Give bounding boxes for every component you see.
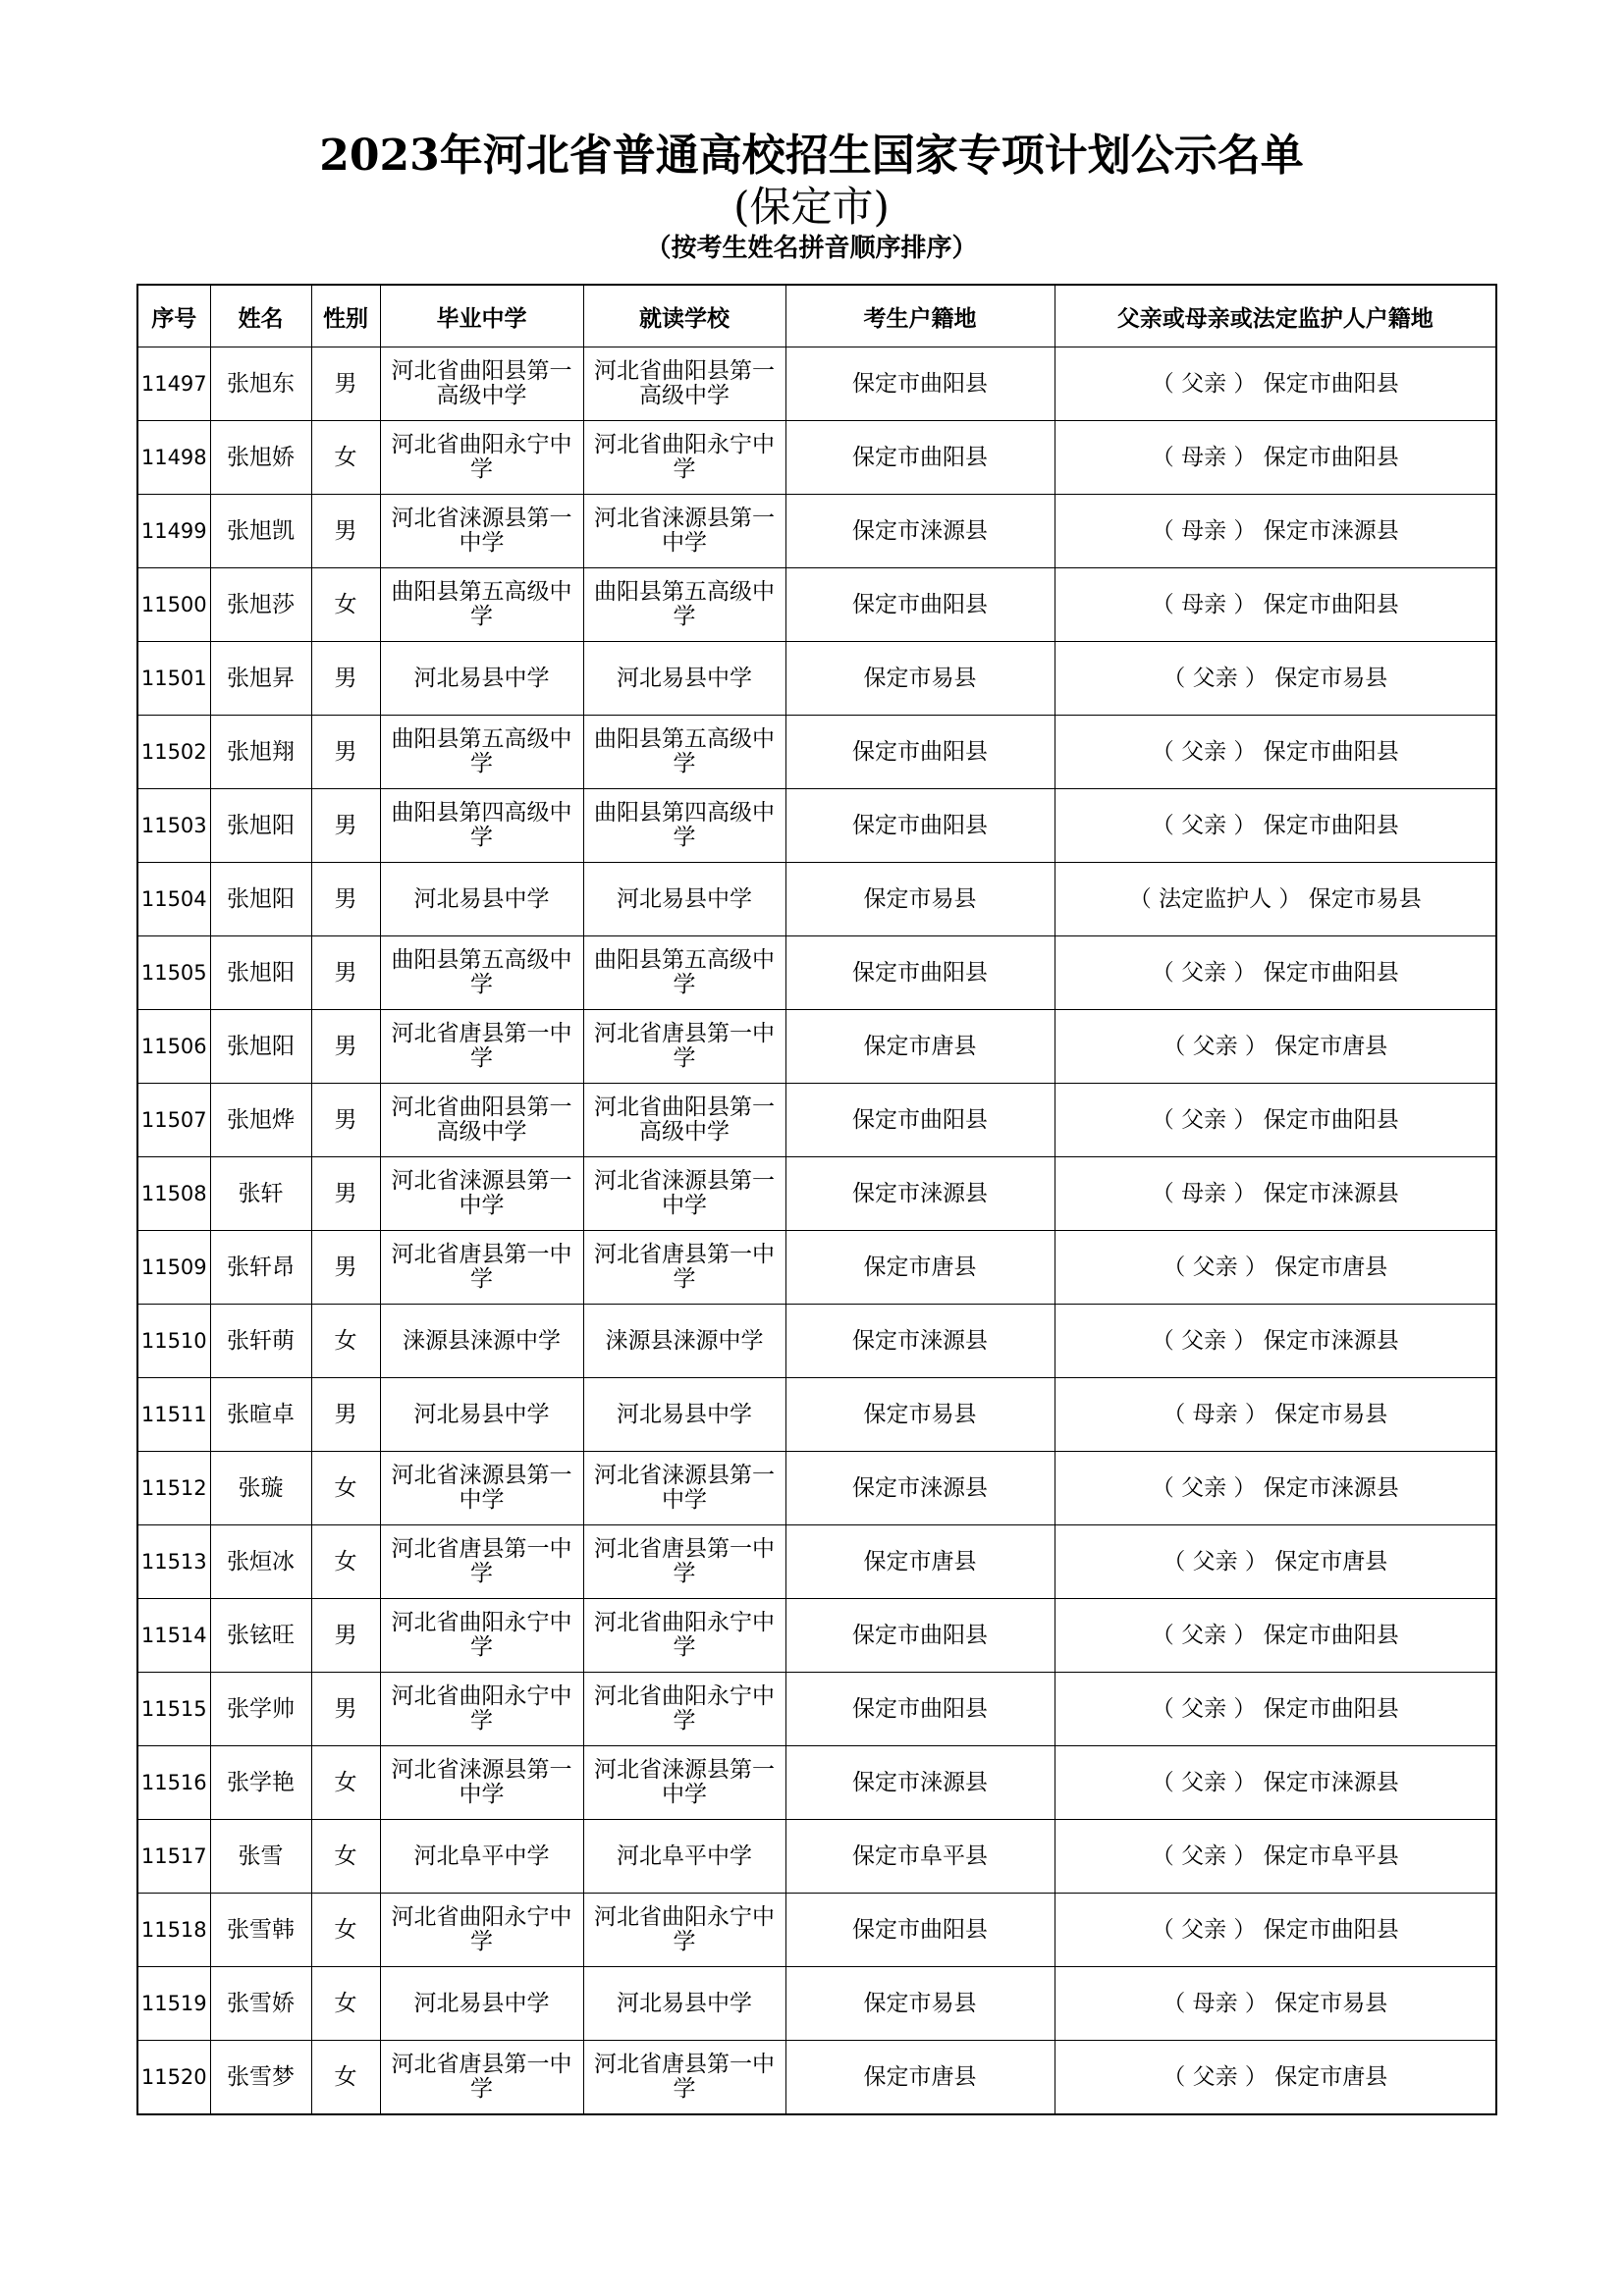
cell-residence: 保定市唐县 bbox=[785, 1010, 1055, 1084]
cell-guardian: （ 母亲 ） 保定市曲阳县 bbox=[1055, 421, 1496, 495]
cell-name: 张旭阳 bbox=[210, 789, 311, 863]
cell-gender: 男 bbox=[311, 642, 380, 716]
cell-grad-school bbox=[380, 1378, 583, 1452]
cell-guardian: （ 父亲 ） 保定市曲阳县 bbox=[1055, 789, 1496, 863]
cell-residence: 保定市涞源县 bbox=[785, 1746, 1055, 1820]
cell-name: 张旭昇 bbox=[210, 642, 311, 716]
cell-residence: 保定市涞源县 bbox=[785, 1305, 1055, 1378]
cell-no: 11511 bbox=[137, 1378, 210, 1452]
cell-current-school-text: 河北阜平中学 bbox=[617, 1842, 752, 1869]
cell-no: 11513 bbox=[137, 1525, 210, 1599]
cell-residence: 保定市唐县 bbox=[785, 1525, 1055, 1599]
cell-name: 张旭阳 bbox=[210, 936, 311, 1010]
table-row bbox=[137, 936, 1496, 1010]
cell-current-school-text: 河北省唐县第一中学 bbox=[594, 1021, 775, 1071]
cell-current-school-text: 河北省唐县第一中学 bbox=[594, 1242, 775, 1292]
table-row bbox=[137, 1746, 1496, 1820]
cell-no: 11508 bbox=[137, 1157, 210, 1231]
header-name: 姓名 bbox=[210, 285, 311, 347]
cell-grad-school-text: 河北省唐县第一中学 bbox=[391, 1021, 572, 1071]
cell-grad-school bbox=[380, 642, 583, 716]
cell-current-school bbox=[583, 1231, 785, 1305]
cell-name: 张烜冰 bbox=[210, 1525, 311, 1599]
sort-note: （按考生姓名拼音顺序排序） bbox=[645, 234, 978, 263]
cell-current-school bbox=[583, 421, 785, 495]
cell-name: 张旭东 bbox=[210, 347, 311, 421]
cell-residence: 保定市易县 bbox=[785, 642, 1055, 716]
cell-name: 张旭翔 bbox=[210, 716, 311, 789]
cell-no: 11506 bbox=[137, 1010, 210, 1084]
cell-current-school bbox=[583, 1820, 785, 1894]
cell-current-school-text: 河北省曲阳县第一高级中学 bbox=[594, 358, 775, 408]
cell-gender: 女 bbox=[311, 1820, 380, 1894]
cell-guardian: （ 父亲 ） 保定市易县 bbox=[1055, 642, 1496, 716]
cell-name: 张旭烨 bbox=[210, 1084, 311, 1157]
cell-no: 11518 bbox=[137, 1894, 210, 1967]
table-row bbox=[137, 1084, 1496, 1157]
cell-current-school bbox=[583, 1525, 785, 1599]
cell-current-school-text: 河北省唐县第一中学 bbox=[594, 1536, 775, 1586]
cell-residence: 保定市曲阳县 bbox=[785, 789, 1055, 863]
table-row bbox=[137, 1967, 1496, 2041]
cell-gender: 女 bbox=[311, 1525, 380, 1599]
cell-gender: 男 bbox=[311, 347, 380, 421]
cell-current-school-text: 河北易县中学 bbox=[617, 885, 752, 912]
cell-guardian: （ 父亲 ） 保定市曲阳县 bbox=[1055, 936, 1496, 1010]
cell-grad-school-text: 河北易县中学 bbox=[413, 665, 550, 691]
table-row bbox=[137, 1894, 1496, 1967]
cell-current-school bbox=[583, 1599, 785, 1673]
cell-grad-school bbox=[380, 1820, 583, 1894]
cell-grad-school bbox=[380, 495, 583, 568]
cell-guardian: （ 父亲 ） 保定市涞源县 bbox=[1055, 1305, 1496, 1378]
cell-name: 张雪韩 bbox=[210, 1894, 311, 1967]
cell-grad-school-text: 河北省曲阳县第一高级中学 bbox=[391, 358, 572, 408]
cell-gender: 女 bbox=[311, 1305, 380, 1378]
cell-residence: 保定市涞源县 bbox=[785, 1452, 1055, 1525]
header-current-school: 就读学校 bbox=[583, 285, 785, 347]
cell-gender: 男 bbox=[311, 1599, 380, 1673]
cell-name: 张旭莎 bbox=[210, 568, 311, 642]
cell-residence: 保定市曲阳县 bbox=[785, 936, 1055, 1010]
cell-name: 张旭阳 bbox=[210, 863, 311, 936]
cell-grad-school bbox=[380, 568, 583, 642]
header-row bbox=[137, 285, 1496, 347]
table-row bbox=[137, 347, 1496, 421]
cell-no: 11498 bbox=[137, 421, 210, 495]
cell-gender: 男 bbox=[311, 1673, 380, 1746]
cell-guardian: （ 母亲 ） 保定市曲阳县 bbox=[1055, 568, 1496, 642]
cell-guardian: （ 父亲 ） 保定市涞源县 bbox=[1055, 1746, 1496, 1820]
cell-name: 张旭阳 bbox=[210, 1010, 311, 1084]
cell-current-school bbox=[583, 789, 785, 863]
table-row bbox=[137, 421, 1496, 495]
cell-grad-school-text: 涞源县涞源中学 bbox=[403, 1327, 561, 1354]
cell-grad-school bbox=[380, 2041, 583, 2115]
cell-grad-school bbox=[380, 1305, 583, 1378]
cell-no: 11519 bbox=[137, 1967, 210, 2041]
cell-no: 11517 bbox=[137, 1820, 210, 1894]
cell-grad-school bbox=[380, 863, 583, 936]
cell-name: 张旭凯 bbox=[210, 495, 311, 568]
cell-current-school-text: 曲阳县第五高级中学 bbox=[594, 947, 775, 997]
cell-name: 张璇 bbox=[210, 1452, 311, 1525]
cell-residence: 保定市曲阳县 bbox=[785, 1894, 1055, 1967]
cell-current-school bbox=[583, 1010, 785, 1084]
cell-grad-school bbox=[380, 936, 583, 1010]
header-grad-school: 毕业中学 bbox=[380, 285, 583, 347]
cell-grad-school-text: 河北易县中学 bbox=[413, 1990, 550, 2016]
cell-current-school-text: 涞源县涞源中学 bbox=[605, 1327, 764, 1354]
cell-residence: 保定市阜平县 bbox=[785, 1820, 1055, 1894]
cell-grad-school-text: 河北易县中学 bbox=[413, 1401, 550, 1427]
cell-guardian: （ 母亲 ） 保定市涞源县 bbox=[1055, 495, 1496, 568]
cell-guardian: （ 父亲 ） 保定市曲阳县 bbox=[1055, 716, 1496, 789]
cell-grad-school-text: 河北省唐县第一中学 bbox=[391, 1242, 572, 1292]
cell-gender: 女 bbox=[311, 1894, 380, 1967]
cell-current-school-text: 曲阳县第五高级中学 bbox=[594, 579, 775, 629]
cell-no: 11515 bbox=[137, 1673, 210, 1746]
cell-gender: 女 bbox=[311, 568, 380, 642]
cell-guardian: （ 父亲 ） 保定市曲阳县 bbox=[1055, 1673, 1496, 1746]
cell-residence: 保定市唐县 bbox=[785, 1231, 1055, 1305]
cell-grad-school-text: 河北省唐县第一中学 bbox=[391, 1536, 572, 1586]
table-row bbox=[137, 716, 1496, 789]
cell-name: 张轩萌 bbox=[210, 1305, 311, 1378]
cell-grad-school-text: 河北阜平中学 bbox=[413, 1842, 550, 1869]
cell-grad-school bbox=[380, 789, 583, 863]
cell-current-school-text: 河北省曲阳永宁中学 bbox=[594, 1610, 775, 1660]
header-gender: 性别 bbox=[311, 285, 380, 347]
cell-current-school bbox=[583, 936, 785, 1010]
cell-current-school bbox=[583, 863, 785, 936]
cell-no: 11501 bbox=[137, 642, 210, 716]
cell-current-school-text: 河北省曲阳永宁中学 bbox=[594, 1683, 775, 1734]
cell-grad-school bbox=[380, 1967, 583, 2041]
cell-guardian: （ 父亲 ） 保定市唐县 bbox=[1055, 2041, 1496, 2115]
cell-grad-school bbox=[380, 1157, 583, 1231]
cell-no: 11503 bbox=[137, 789, 210, 863]
cell-current-school bbox=[583, 1967, 785, 2041]
cell-guardian: （ 法定监护人 ） 保定市易县 bbox=[1055, 863, 1496, 936]
cell-residence: 保定市曲阳县 bbox=[785, 1673, 1055, 1746]
cell-grad-school bbox=[380, 1010, 583, 1084]
cell-residence: 保定市曲阳县 bbox=[785, 421, 1055, 495]
table-row bbox=[137, 1010, 1496, 1084]
cell-grad-school-text: 河北省曲阳永宁中学 bbox=[391, 1610, 572, 1660]
cell-no: 11514 bbox=[137, 1599, 210, 1673]
cell-grad-school bbox=[380, 1673, 583, 1746]
cell-grad-school-text: 曲阳县第四高级中学 bbox=[391, 800, 572, 850]
cell-gender: 男 bbox=[311, 936, 380, 1010]
cell-name: 张雪娇 bbox=[210, 1967, 311, 2041]
cell-grad-school-text: 河北省涞源县第一中学 bbox=[391, 1463, 572, 1513]
cell-grad-school-text: 曲阳县第五高级中学 bbox=[391, 947, 572, 997]
cell-gender: 男 bbox=[311, 863, 380, 936]
cell-current-school bbox=[583, 716, 785, 789]
cell-current-school bbox=[583, 1673, 785, 1746]
cell-guardian: （ 父亲 ） 保定市曲阳县 bbox=[1055, 1894, 1496, 1967]
table-row bbox=[137, 2041, 1496, 2115]
cell-residence: 保定市曲阳县 bbox=[785, 716, 1055, 789]
cell-grad-school bbox=[380, 1894, 583, 1967]
cell-gender: 男 bbox=[311, 716, 380, 789]
cell-current-school-text: 河北省涞源县第一中学 bbox=[594, 506, 775, 556]
cell-gender: 男 bbox=[311, 789, 380, 863]
cell-current-school bbox=[583, 347, 785, 421]
cell-gender: 男 bbox=[311, 1010, 380, 1084]
cell-current-school-text: 河北易县中学 bbox=[617, 1990, 752, 2016]
cell-current-school-text: 河北易县中学 bbox=[617, 665, 752, 691]
cell-name: 张学帅 bbox=[210, 1673, 311, 1746]
cell-current-school-text: 河北省涞源县第一中学 bbox=[594, 1757, 775, 1807]
cell-grad-school-text: 河北省涞源县第一中学 bbox=[391, 1757, 572, 1807]
cell-grad-school-text: 河北省曲阳县第一高级中学 bbox=[391, 1095, 572, 1145]
cell-no: 11507 bbox=[137, 1084, 210, 1157]
cell-current-school bbox=[583, 2041, 785, 2115]
cell-grad-school-text: 河北省唐县第一中学 bbox=[391, 2052, 572, 2102]
table-row bbox=[137, 1673, 1496, 1746]
cell-gender: 男 bbox=[311, 495, 380, 568]
cell-name: 张雪梦 bbox=[210, 2041, 311, 2115]
table-row bbox=[137, 1452, 1496, 1525]
cell-grad-school bbox=[380, 1231, 583, 1305]
cell-current-school bbox=[583, 1378, 785, 1452]
cell-current-school bbox=[583, 495, 785, 568]
cell-current-school bbox=[583, 1305, 785, 1378]
cell-no: 11510 bbox=[137, 1305, 210, 1378]
cell-name: 张暄卓 bbox=[210, 1378, 311, 1452]
cell-residence: 保定市曲阳县 bbox=[785, 1084, 1055, 1157]
cell-current-school-text: 河北省曲阳永宁中学 bbox=[594, 1904, 775, 1954]
cell-gender: 男 bbox=[311, 1231, 380, 1305]
cell-gender: 男 bbox=[311, 1378, 380, 1452]
cell-no: 11505 bbox=[137, 936, 210, 1010]
cell-guardian: （ 父亲 ） 保定市曲阳县 bbox=[1055, 1599, 1496, 1673]
cell-name: 张学艳 bbox=[210, 1746, 311, 1820]
table-row bbox=[137, 1525, 1496, 1599]
cell-residence: 保定市曲阳县 bbox=[785, 1599, 1055, 1673]
cell-current-school-text: 河北省唐县第一中学 bbox=[594, 2052, 775, 2102]
table-row bbox=[137, 789, 1496, 863]
cell-gender: 女 bbox=[311, 2041, 380, 2115]
table-row bbox=[137, 1599, 1496, 1673]
cell-current-school-text: 河北省涞源县第一中学 bbox=[594, 1168, 775, 1218]
table-row bbox=[137, 1378, 1496, 1452]
cell-current-school-text: 河北省曲阳永宁中学 bbox=[594, 432, 775, 482]
cell-guardian: （ 父亲 ） 保定市曲阳县 bbox=[1055, 1084, 1496, 1157]
cell-guardian: （ 父亲 ） 保定市曲阳县 bbox=[1055, 347, 1496, 421]
table-row bbox=[137, 1157, 1496, 1231]
cell-no: 11509 bbox=[137, 1231, 210, 1305]
cell-current-school bbox=[583, 1746, 785, 1820]
cell-no: 11502 bbox=[137, 716, 210, 789]
cell-residence: 保定市涞源县 bbox=[785, 495, 1055, 568]
cell-no: 11516 bbox=[137, 1746, 210, 1820]
cell-current-school-text: 曲阳县第五高级中学 bbox=[594, 726, 775, 776]
cell-gender: 女 bbox=[311, 421, 380, 495]
cell-guardian: （ 父亲 ） 保定市唐县 bbox=[1055, 1525, 1496, 1599]
cell-name: 张雪 bbox=[210, 1820, 311, 1894]
table-row bbox=[137, 495, 1496, 568]
cell-no: 11512 bbox=[137, 1452, 210, 1525]
cell-current-school bbox=[583, 1452, 785, 1525]
cell-residence: 保定市唐县 bbox=[785, 2041, 1055, 2115]
cell-grad-school-text: 河北省曲阳永宁中学 bbox=[391, 1683, 572, 1734]
cell-name: 张轩 bbox=[210, 1157, 311, 1231]
cell-guardian: （ 父亲 ） 保定市阜平县 bbox=[1055, 1820, 1496, 1894]
cell-grad-school bbox=[380, 1599, 583, 1673]
table-row bbox=[137, 642, 1496, 716]
cell-grad-school bbox=[380, 1525, 583, 1599]
cell-current-school-text: 河北省涞源县第一中学 bbox=[594, 1463, 775, 1513]
cell-gender: 男 bbox=[311, 1084, 380, 1157]
cell-grad-school-text: 河北易县中学 bbox=[413, 885, 550, 912]
cell-gender: 男 bbox=[311, 1157, 380, 1231]
cell-name: 张轩昂 bbox=[210, 1231, 311, 1305]
cell-guardian: （ 母亲 ） 保定市易县 bbox=[1055, 1967, 1496, 2041]
cell-gender: 女 bbox=[311, 1746, 380, 1820]
cell-gender: 女 bbox=[311, 1452, 380, 1525]
cell-no: 11499 bbox=[137, 495, 210, 568]
cell-no: 11520 bbox=[137, 2041, 210, 2115]
cell-grad-school-text: 河北省曲阳永宁中学 bbox=[391, 432, 572, 482]
cell-grad-school bbox=[380, 421, 583, 495]
cell-residence: 保定市易县 bbox=[785, 1967, 1055, 2041]
cell-residence: 保定市易县 bbox=[785, 863, 1055, 936]
cell-residence: 保定市涞源县 bbox=[785, 1157, 1055, 1231]
table-row bbox=[137, 1305, 1496, 1378]
cell-guardian: （ 父亲 ） 保定市涞源县 bbox=[1055, 1452, 1496, 1525]
cell-current-school bbox=[583, 1157, 785, 1231]
cell-grad-school bbox=[380, 1452, 583, 1525]
cell-grad-school bbox=[380, 1746, 583, 1820]
roster-table bbox=[136, 284, 1497, 2115]
table-row bbox=[137, 568, 1496, 642]
cell-guardian: （ 父亲 ） 保定市唐县 bbox=[1055, 1010, 1496, 1084]
page-title: 2023年河北省普通高校招生国家专项计划公示名单 bbox=[319, 131, 1304, 181]
cell-current-school bbox=[583, 642, 785, 716]
cell-name: 张旭娇 bbox=[210, 421, 311, 495]
cell-grad-school-text: 河北省涞源县第一中学 bbox=[391, 1168, 572, 1218]
cell-residence: 保定市曲阳县 bbox=[785, 347, 1055, 421]
cell-grad-school bbox=[380, 1084, 583, 1157]
cell-guardian: （ 母亲 ） 保定市易县 bbox=[1055, 1378, 1496, 1452]
cell-current-school bbox=[583, 1084, 785, 1157]
cell-guardian: （ 父亲 ） 保定市唐县 bbox=[1055, 1231, 1496, 1305]
cell-grad-school bbox=[380, 716, 583, 789]
cell-grad-school bbox=[380, 347, 583, 421]
cell-current-school-text: 曲阳县第四高级中学 bbox=[594, 800, 775, 850]
cell-current-school bbox=[583, 568, 785, 642]
cell-current-school bbox=[583, 1894, 785, 1967]
cell-residence: 保定市曲阳县 bbox=[785, 568, 1055, 642]
cell-grad-school-text: 河北省涞源县第一中学 bbox=[391, 506, 572, 556]
header-no: 序号 bbox=[137, 285, 210, 347]
cell-no: 11497 bbox=[137, 347, 210, 421]
cell-grad-school-text: 河北省曲阳永宁中学 bbox=[391, 1904, 572, 1954]
cell-no: 11504 bbox=[137, 863, 210, 936]
header-guardian: 父亲或母亲或法定监护人户籍地 bbox=[1055, 285, 1496, 347]
table-row bbox=[137, 1820, 1496, 1894]
page-subtitle: (保定市) bbox=[733, 183, 890, 231]
header-residence: 考生户籍地 bbox=[785, 285, 1055, 347]
table-row bbox=[137, 1231, 1496, 1305]
cell-guardian: （ 母亲 ） 保定市涞源县 bbox=[1055, 1157, 1496, 1231]
cell-grad-school-text: 曲阳县第五高级中学 bbox=[391, 579, 572, 629]
cell-name: 张铉旺 bbox=[210, 1599, 311, 1673]
cell-no: 11500 bbox=[137, 568, 210, 642]
cell-gender: 女 bbox=[311, 1967, 380, 2041]
table-row bbox=[137, 863, 1496, 936]
cell-residence: 保定市易县 bbox=[785, 1378, 1055, 1452]
cell-current-school-text: 河北易县中学 bbox=[617, 1401, 752, 1427]
cell-current-school-text: 河北省曲阳县第一高级中学 bbox=[594, 1095, 775, 1145]
cell-grad-school-text: 曲阳县第五高级中学 bbox=[391, 726, 572, 776]
